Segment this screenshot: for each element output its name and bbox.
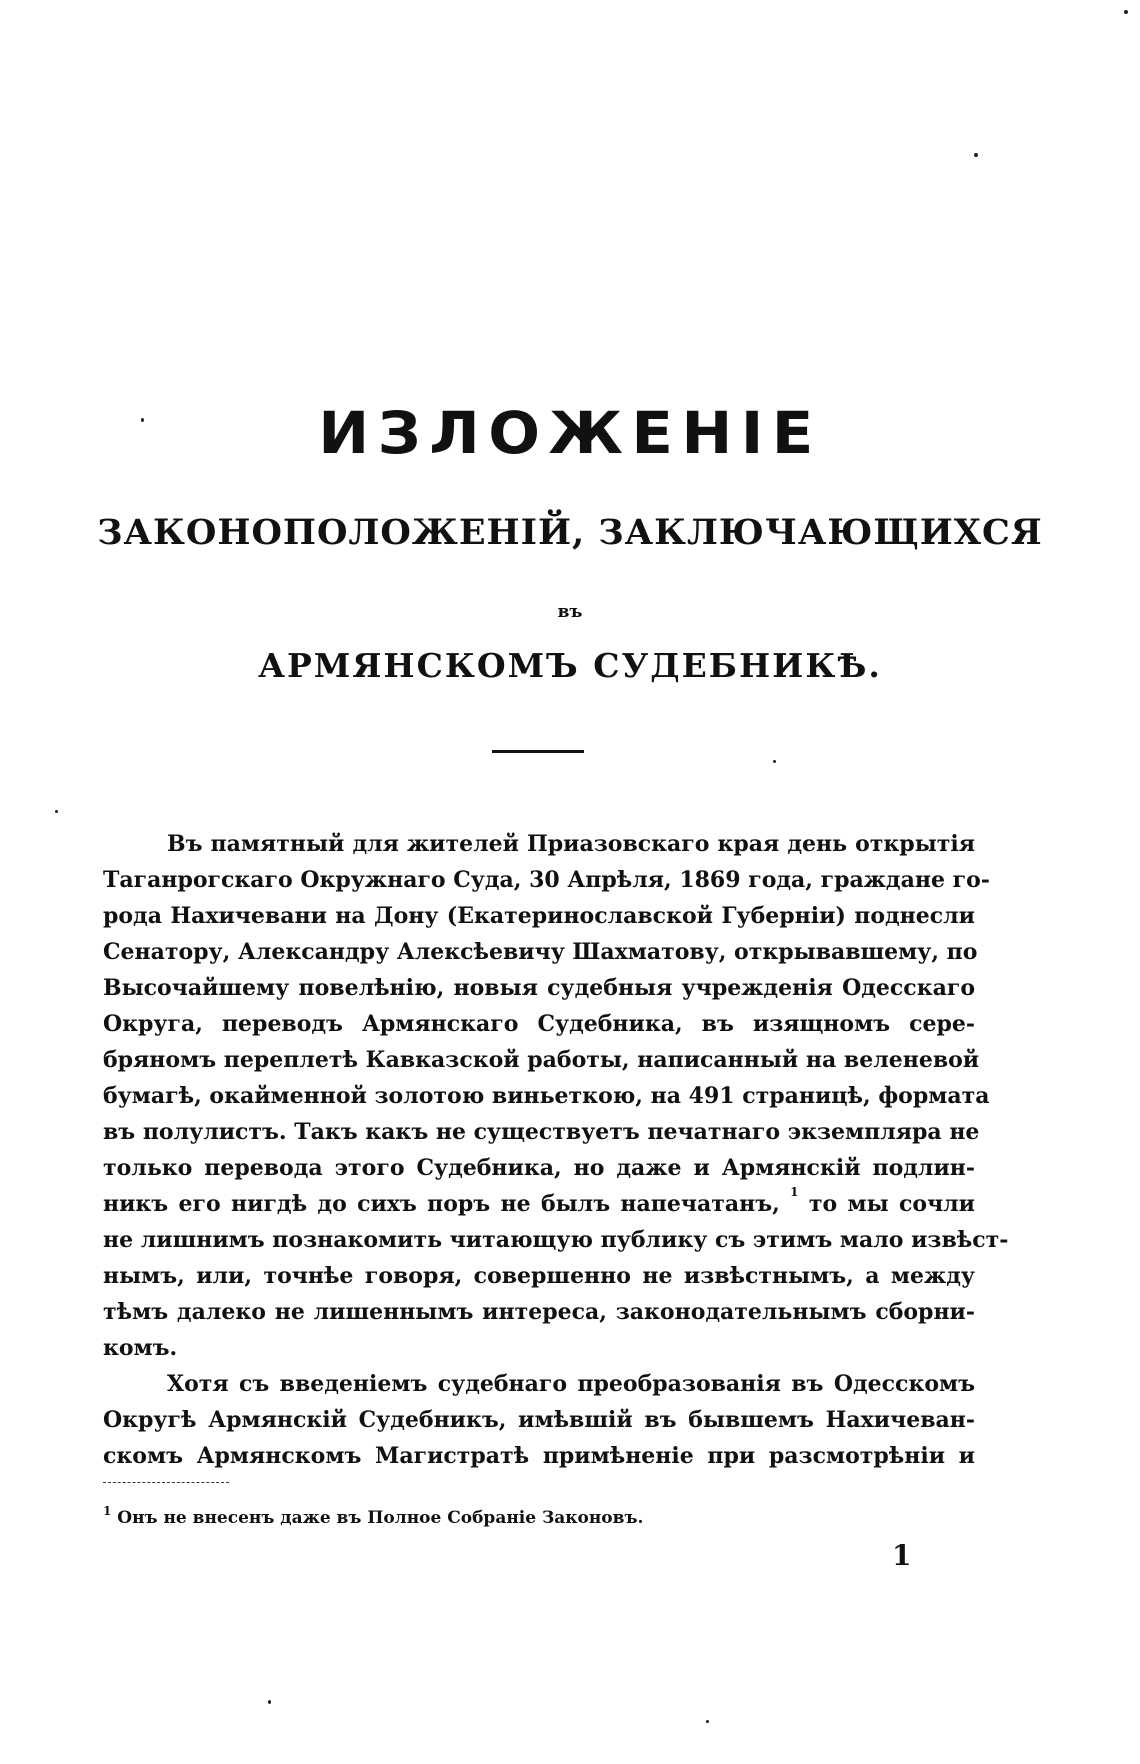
- body-text: [103, 826, 1009, 1474]
- footnote-mark: 1: [103, 1504, 112, 1518]
- scan-speck: [706, 1720, 709, 1723]
- page-number: 1: [892, 1539, 912, 1572]
- scan-speck: [773, 760, 776, 763]
- footnote: [103, 1505, 643, 1531]
- paragraph-line: тѣмъ далеко не лишеннымъ интереса, законодательнымъ сборни-: [103, 1299, 975, 1325]
- footnote-reference[interactable]: 1: [790, 1185, 799, 1199]
- scan-speck: [268, 1700, 271, 1704]
- paragraph-line: Таганрогскаго Окружнаго Суда, 30 Апрѣля, 1869 года, граждане го-: [103, 867, 990, 893]
- paragraph-line: Высочайшему повелѣнію, новыя судебныя учрежденія Одесскаго: [103, 975, 975, 1001]
- paragraph-line: Въ памятный для жителей Приазовскаго края день открытія: [167, 831, 975, 857]
- paragraph-2-line: Хотя съ введеніемъ судебнаго преобразованія въ Одесскомъ: [167, 1371, 975, 1397]
- paragraph-line: не лишнимъ познакомить читающую публику съ этимъ мало извѣст-: [103, 1227, 1009, 1253]
- paragraph-line: бряномъ переплетѣ Кавказской работы, написанный на веленевой: [103, 1047, 980, 1073]
- title-divider: [492, 750, 584, 753]
- scan-speck: [55, 810, 58, 813]
- paragraph-line: Сенатору, Александру Алексѣевичу Шахматову, открывавшему, по: [103, 939, 978, 965]
- paragraph-line: нымъ, или, точнѣе говоря, совершенно не извѣстнымъ, а между: [103, 1263, 975, 1289]
- paragraph-line: рода Нахичевани на Дону (Екатеринославской Губерніи) поднесли: [103, 903, 975, 929]
- document-subtitle-2: АРМЯНСКОМЪ СУДЕБНИКѢ.: [258, 646, 882, 685]
- paragraph-line-with-footnote: [103, 1186, 975, 1222]
- paragraph-line-text: никъ его нигдѣ до сихъ поръ не былъ напечатанъ,: [103, 1191, 780, 1217]
- paragraph-line-tail: то мы сочли: [808, 1191, 976, 1217]
- paragraph-line: бумагѣ, окайменной золотою виньеткою, на 491 страницѣ, формата: [103, 1083, 990, 1109]
- document-subtitle: ЗАКОНОПОЛОЖЕНІЙ, ЗАКЛЮЧАЮЩИХСЯ: [97, 512, 1043, 553]
- paragraph-line: въ полулистъ. Такъ какъ не существуетъ печатнаго экземпляра не: [103, 1119, 980, 1145]
- scan-speck: [974, 153, 978, 157]
- paragraph-line: только перевода этого Судебника, но даже и Армянскій подлин-: [103, 1155, 975, 1181]
- paragraph-line: Округа, переводъ Армянскаго Судебника, въ изящномъ сере-: [103, 1011, 975, 1037]
- document-preposition: въ: [557, 602, 583, 622]
- footnote-divider: [103, 1482, 229, 1484]
- scan-speck: [141, 418, 144, 422]
- footnote-text: Онъ не внесенъ даже въ Полное Собраніе Законовъ.: [117, 1508, 644, 1528]
- paragraph-2-line: Округѣ Армянскій Судебникъ, имѣвшій въ бывшемъ Нахичеван-: [103, 1407, 975, 1433]
- scan-speck: [1124, 10, 1128, 14]
- paragraph-line: комъ.: [103, 1335, 178, 1361]
- paragraph-2-line: скомъ Армянскомъ Магистратѣ примѣненіе при разсмотрѣніи и: [103, 1443, 975, 1469]
- document-title: ИЗЛОЖЕНІЕ: [318, 399, 822, 467]
